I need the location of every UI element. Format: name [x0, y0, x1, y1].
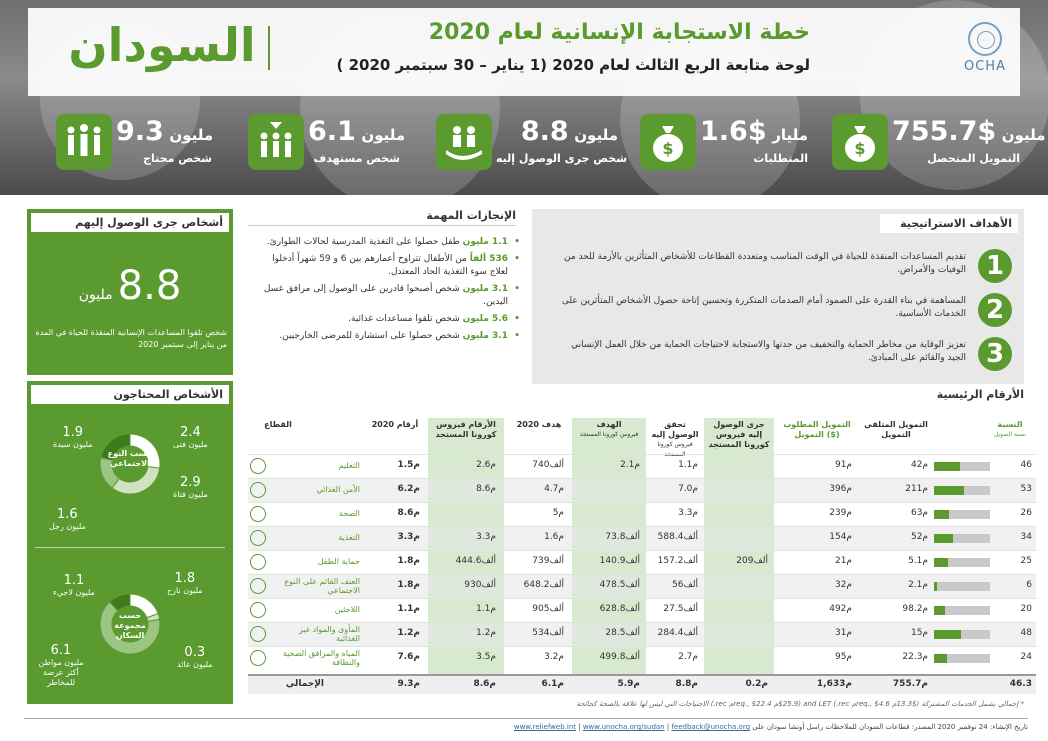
covid-figures: 1.1م — [476, 604, 496, 614]
funding-percent: 48 — [1020, 628, 1032, 638]
donut-label: 0.3 مليون عائد — [177, 645, 213, 669]
kpi-unit: مليون — [361, 126, 406, 144]
funding-progress-fill — [934, 486, 964, 495]
reached-value: 588.4ألف — [657, 532, 698, 542]
donut-label: 2.9 مليون فتاة — [173, 475, 208, 499]
header-required: التمويل المطلوب التمويل ($) — [783, 420, 851, 439]
health-icon — [250, 506, 266, 522]
nutrition-icon — [250, 530, 266, 546]
kpi-people-in-need — [56, 114, 216, 176]
header-covid-figures: الأرقام فيروس كورونا المستجد — [435, 420, 497, 439]
funding-progress-fill — [934, 582, 937, 591]
dashboard-subtitle: لوحة متابعة الربع الثالث لعام 2020 (1 يناير – 30 سبتمبر 2020 ) — [336, 56, 810, 74]
refugees-icon — [250, 602, 266, 618]
donut-center-label: حسب مجموعة السكان — [114, 611, 146, 640]
unocha-sudan-link[interactable]: www.unocha.org/sudan — [582, 723, 665, 731]
wash-icon — [250, 650, 266, 666]
target-people-icon — [248, 114, 304, 170]
table-row — [248, 550, 1036, 574]
achievement-item: • 536 ألفاً من الأطفال تتراوح أعمارهم بين 6 و 59 شهراً أدخلوا لعلاج سوء التغذية الحاد المعتدل. — [256, 253, 524, 279]
kpi-label: المتطلبات — [753, 152, 808, 165]
funding-required: 396م — [829, 484, 852, 494]
total-reached-covid: 0.2م — [745, 679, 768, 689]
covid-figures: 930ألف — [464, 580, 496, 590]
objective-text: تقديم المساعدات المنقذة للحياة في الوقت المناسب ومتعددة القطاعات للأشخاص المتأثرين بالأزمة للحد من الوفيات والأمراض. — [563, 252, 966, 275]
svg-text:$: $ — [662, 139, 674, 158]
table-row — [248, 598, 1036, 622]
ocha-logo — [955, 22, 1015, 74]
kpi-unit: مليون — [1001, 126, 1046, 144]
target-covid: 478.5ألف — [599, 580, 640, 590]
reliefweb-link[interactable]: www.reliefweb.int — [513, 723, 576, 731]
header-figures: أرقام 2020 — [371, 420, 419, 429]
funding-received: 42م — [910, 460, 928, 470]
funding-required: 492م — [829, 604, 852, 614]
objective-number: 2 — [978, 293, 1012, 327]
reached-covid: 209ألف — [736, 556, 768, 566]
target-2020: 740ألف — [532, 460, 564, 470]
covid-figures: 2.6م — [476, 460, 496, 470]
figures-2020: 1.5م — [397, 460, 420, 470]
target-covid: 499.8ألف — [599, 652, 640, 662]
funding-progress-bar — [934, 558, 990, 567]
kpi-label: التمويل المتحصل — [927, 152, 1020, 165]
total-percent: 46.3 — [1009, 679, 1032, 689]
header-reached: تحقق الوصول إليه فيروس كورونا المستجد — [651, 420, 699, 458]
kpi-value: 9.3 — [116, 116, 164, 147]
reached-description: شخص تلقوا المساعدات الإنسانية المنقذة للحياة في المدة من يناير إلى سبتمبر 2020 — [35, 328, 227, 349]
objective-item — [542, 249, 1012, 289]
objective-item — [542, 337, 1012, 377]
total-target: 6.1م — [541, 679, 564, 689]
key-figures-title: الأرقام الرئيسية — [936, 388, 1024, 401]
total-required: 1,633م — [816, 679, 852, 689]
sector-name: المياه والمرافق الصحية والنظافة — [282, 649, 360, 667]
education-icon — [250, 458, 266, 474]
reached-unit: مليون — [78, 287, 113, 303]
sector-name: التغذية — [338, 533, 360, 542]
target-2020: 648.2ألف — [523, 580, 564, 590]
funding-progress-fill — [934, 630, 961, 639]
sector-name: الأمن الغذائي — [316, 485, 360, 494]
kpi-funding-received — [832, 114, 1046, 176]
food-security-icon — [250, 482, 266, 498]
kpi-people-targeted — [248, 114, 404, 176]
panel-divider — [35, 547, 225, 548]
donut-label: 1.1 مليون لاجيء — [53, 573, 95, 597]
figures-2020: 7.6م — [397, 652, 420, 662]
target-2020: 4.7م — [544, 484, 564, 494]
gbv-icon — [250, 578, 266, 594]
funding-received: 5.1م — [908, 556, 928, 566]
target-covid: 140.9ألف — [599, 556, 640, 566]
page-footer: تاريخ الإنشاء: 24 نوفمبر 2020 المصدر: قطاعات السودان للملاحظات راسل أوتشا سودان على www.reliefweb.int | www.unocha.org/sudan | feedback@unocha.org — [24, 718, 1028, 731]
header-percent: النسبة نسبة التمويل — [993, 420, 1027, 438]
sector-name: العنف القائم على النوع الاجتماعي — [284, 577, 360, 595]
kpi-value: 1.6$ — [700, 116, 767, 147]
figures-2020: 1.2م — [397, 628, 420, 638]
kpi-requirements — [640, 114, 812, 176]
people-reached-panel — [27, 209, 233, 375]
funding-percent: 25 — [1020, 556, 1032, 566]
reached-value: 27.5ألف — [663, 604, 698, 614]
funding-percent: 53 — [1020, 484, 1032, 494]
donut-label: 1.8 مليون نازح — [167, 571, 203, 595]
money-bag-icon — [832, 114, 888, 170]
table-row — [248, 502, 1036, 526]
covid-figures: 8.6م — [476, 484, 496, 494]
funding-progress-fill — [934, 462, 960, 471]
panel-title: الأشخاص المحتاجون — [31, 385, 229, 404]
kpi-value: 8.8 — [520, 116, 569, 147]
donut-label: 1.9 مليون سيدة — [53, 425, 93, 449]
funding-received: 98.2م — [902, 604, 928, 614]
panel-title: أشخاص جرى الوصول إليهم — [31, 213, 229, 232]
sector-name: حماية الطفل — [317, 557, 360, 566]
target-covid: 28.5ألف — [605, 628, 640, 638]
reached-value: 1.1م — [678, 460, 698, 470]
table-row — [248, 454, 1036, 478]
funding-required: 32م — [834, 580, 852, 590]
donut-center-label: حسب النوع الاجتماعي — [107, 449, 153, 468]
table-row — [248, 622, 1036, 646]
funding-required: 31م — [834, 628, 852, 638]
target-covid: 628.8ألف — [599, 604, 640, 614]
header-reached-covid: جرى الوصول إليه فيروس كورونا المستجد — [708, 420, 770, 449]
funding-progress-bar — [934, 606, 990, 615]
reached-value: 157.2ألف — [657, 556, 698, 566]
plan-title: خطة الاستجابة الإنسانية لعام 2020 — [428, 20, 810, 45]
target-2020: 739ألف — [532, 556, 564, 566]
un-emblem-icon — [968, 22, 1002, 56]
kpi-value: 755.7$ — [892, 116, 997, 147]
reached-value: 3.3م — [678, 508, 698, 518]
country-name: السودان — [68, 18, 256, 72]
covid-figures: 3.3م — [476, 532, 496, 542]
total-received: 755.7م — [892, 679, 928, 689]
figures-2020: 1.8م — [397, 580, 420, 590]
header-received: التمويل المتلقي التمويل — [864, 420, 928, 439]
total-reached: 8.8م — [675, 679, 698, 689]
figures-2020: 1.8م — [397, 556, 420, 566]
header-target: هدف 2020 — [516, 420, 562, 429]
title-separator — [268, 26, 270, 70]
objective-text: المساهمة في بناء القدرة على الصمود أمام الصدمات المتكررة وتحسين إتاحة حصول الأشخاص المتأثرين على الخدمات الأساسية. — [561, 296, 966, 319]
funding-required: 95م — [834, 652, 852, 662]
table-row — [248, 646, 1036, 670]
child-protection-icon — [250, 554, 266, 570]
header-target-covid: الهدف فيروس كورونا المستجد — [579, 420, 639, 438]
reached-value: 2.7م — [678, 652, 698, 662]
total-target-covid: 5.9م — [617, 679, 640, 689]
objective-number: 1 — [978, 249, 1012, 283]
strategic-objectives — [532, 209, 1024, 384]
table-footnote: * إجمالي يشمل الخدمات المشتركة ($13.3م req., $4.6م rec.) and LET ($25.9م req., $22.4م rec.) الاحتياجات التي ليس لها علاقة بالصحة كجائحة — [576, 700, 1024, 708]
target-2020: 3.2م — [544, 652, 564, 662]
feedback-email-link[interactable]: feedback@unocha.org — [671, 723, 751, 731]
reached-number: 8.8 — [117, 263, 182, 309]
svg-text:$: $ — [854, 139, 866, 158]
sector-name: الصحة — [338, 509, 360, 518]
achievements-list — [248, 236, 524, 343]
target-covid: 73.8ألف — [605, 532, 640, 542]
kpi-label: شخص جرى الوصول إليه — [496, 152, 628, 165]
table-row — [248, 526, 1036, 550]
figures-2020: 3.3م — [397, 532, 420, 542]
kpi-unit: مليار — [772, 126, 809, 144]
footer-text: تاريخ الإنشاء: 24 نوفمبر 2020 المصدر: قطاعات السودان للملاحظات راسل أوتشا سودان على — [752, 723, 1028, 731]
funding-required: 21م — [834, 556, 852, 566]
people-in-need-panel — [27, 381, 233, 704]
section-title: الإنجازات المهمة — [248, 209, 516, 226]
section-title: الأهداف الاستراتيجية — [880, 214, 1018, 233]
funding-percent: 6 — [1026, 580, 1032, 590]
ocha-logo-text: OCHA — [964, 59, 1006, 74]
kpi-unit: مليون — [574, 126, 618, 144]
funding-received: 15م — [910, 628, 928, 638]
funding-received: 2.1م — [908, 580, 928, 590]
table-row — [248, 574, 1036, 598]
kpi-label: شخص محتاج — [143, 152, 212, 165]
target-covid: 2.1م — [620, 460, 640, 470]
funding-received: 22.3م — [902, 652, 928, 662]
reached-value: 284.4ألف — [657, 628, 698, 638]
target-2020: 534ألف — [532, 628, 564, 638]
funding-percent: 26 — [1020, 508, 1032, 518]
funding-received: 52م — [910, 532, 928, 542]
hand-people-icon — [436, 114, 492, 170]
covid-figures: 1.2م — [476, 628, 496, 638]
funding-received: 63م — [910, 508, 928, 518]
funding-progress-bar — [934, 462, 990, 471]
table-row — [248, 478, 1036, 502]
funding-progress-bar — [934, 630, 990, 639]
figures-2020: 8.6م — [397, 508, 420, 518]
achievement-item: • 3.1 مليون شخص أصبحوا قادرين على الوصول إلى مرافق غسل اليدين. — [256, 283, 524, 309]
total-figures: 9.3م — [397, 679, 420, 689]
funding-progress-fill — [934, 606, 945, 615]
objective-number: 3 — [978, 337, 1012, 371]
achievement-item: • 5.6 مليون شخص تلقوا مساعدات غذائية. — [256, 313, 524, 326]
header-banner — [0, 0, 1048, 195]
funding-required: 239م — [829, 508, 852, 518]
achievement-item: • 3.1 مليون شخص حصلوا على استشارة للمرضى الخارجيين. — [256, 330, 524, 343]
funding-percent: 34 — [1020, 532, 1032, 542]
target-2020: 5م — [552, 508, 564, 518]
kpi-unit: مليون — [169, 126, 214, 144]
funding-progress-fill — [934, 654, 947, 663]
funding-progress-bar — [934, 510, 990, 519]
funding-required: 154م — [829, 532, 852, 542]
funding-progress-bar — [934, 654, 990, 663]
figures-2020: 1.1م — [397, 604, 420, 614]
covid-figures: 444.6ألف — [455, 556, 496, 566]
funding-progress-fill — [934, 510, 949, 519]
key-achievements — [248, 209, 524, 384]
funding-percent: 46 — [1020, 460, 1032, 470]
reached-value — [27, 263, 233, 309]
sector-name: المأوى والمواد غير الغذائية — [298, 625, 360, 643]
covid-figures: 3.5م — [476, 652, 496, 662]
header-sector: القطاع — [264, 420, 292, 429]
funding-received: 211م — [905, 484, 928, 494]
objective-item — [542, 293, 1012, 333]
target-2020: 1.6م — [544, 532, 564, 542]
funding-progress-bar — [934, 582, 990, 591]
shelter-icon — [250, 626, 266, 642]
reached-value: 56ألف — [671, 580, 698, 590]
funding-progress-bar — [934, 486, 990, 495]
funding-percent: 24 — [1020, 652, 1032, 662]
funding-progress-fill — [934, 558, 948, 567]
funding-progress-fill — [934, 534, 953, 543]
reached-value: 7.0م — [678, 484, 698, 494]
people-group-icon — [56, 114, 112, 170]
achievement-item: • 1.1 مليون طفل حصلوا على التغذية المدرسية لحالات الطوارئ. — [256, 236, 524, 249]
money-bag-icon — [640, 114, 696, 170]
donut-label: 2.4 مليون فتى — [173, 425, 208, 449]
key-figures-table — [248, 418, 1036, 698]
sector-name: اللاجئين — [334, 605, 360, 614]
kpi-value: 6.1 — [308, 116, 356, 147]
kpi-label: شخص مستهدف — [313, 152, 400, 165]
funding-required: 91م — [834, 460, 852, 470]
sector-name: التعليم — [338, 461, 360, 470]
target-2020: 905ألف — [532, 604, 564, 614]
donut-label: 1.6 مليون رجل — [49, 507, 86, 531]
kpi-people-reached — [436, 114, 628, 176]
funding-progress-bar — [934, 534, 990, 543]
table-total-row — [248, 674, 1036, 694]
total-label: الإجمالي — [285, 679, 324, 689]
funding-percent: 20 — [1020, 604, 1032, 614]
total-covid: 8.6م — [473, 679, 496, 689]
figures-2020: 6.2م — [397, 484, 420, 494]
donut-label: 6.1 مليون مواطن أكثر عرضة للمخاطر — [38, 643, 84, 687]
objective-text: تعزيز الوقاية من مخاطر الحماية والتخفيف من حدتها والاستجابة لاحتياجات الحماية من خلال العمل الإنساني الجيد والقائم على المبادئ. — [571, 340, 966, 363]
